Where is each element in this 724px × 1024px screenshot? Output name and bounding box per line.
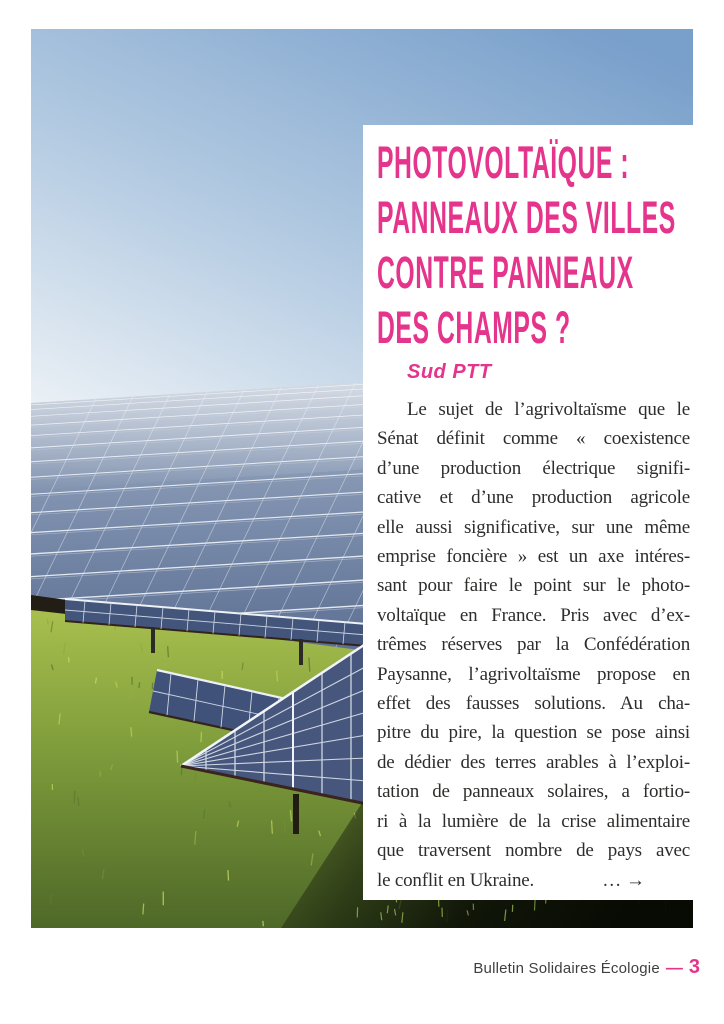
body-line: que traversent nombre de pays avec <box>377 840 690 862</box>
article-title <box>377 135 690 355</box>
body-line: tation de panneaux solaires, a fortio- <box>377 781 690 803</box>
article-byline: Sud PTT <box>407 361 492 383</box>
body-last-line <box>377 866 690 895</box>
body-line: emprise foncière » est un axe intéres- <box>377 546 690 568</box>
body-line: effet des fausses solutions. Au cha- <box>377 693 690 715</box>
body-line: le conflit en Ukraine. <box>377 869 535 891</box>
footer-dash: — <box>665 958 683 977</box>
body-line: cative et d’une production agricole <box>377 487 690 509</box>
article-title-line: CONTRE PANNEAUX <box>377 247 634 298</box>
body-line: sant pour faire le point sur le photo- <box>377 575 690 597</box>
body-line: elle aussi significative, sur une même <box>377 516 690 538</box>
body-line: Paysanne, l’agrivoltaïsme propose en <box>377 663 690 685</box>
article-title-line: DES CHAMPS ? <box>377 302 571 353</box>
article-title-line: PHOTOVOLTAÏQUE : <box>377 137 630 188</box>
page-footer <box>473 956 700 979</box>
body-line: d’une production électrique signifi- <box>377 457 690 479</box>
body-line: de dédier des terres arables à l’exploi- <box>377 751 690 773</box>
body-line: pitre du pire, la question se pose ainsi <box>377 722 690 744</box>
continuation-arrow: … → <box>602 869 645 891</box>
body-line: Le sujet de l’agrivoltaïsme que le <box>407 399 690 420</box>
article-body <box>377 395 690 895</box>
footer-bulletin-name: Bulletin Solidaires Écologie <box>473 960 660 977</box>
body-line: Sénat définit comme « coexistence <box>377 428 690 450</box>
page-number: 3 <box>688 956 700 978</box>
article-title-line: PANNEAUX DES VILLES <box>377 192 676 243</box>
body-line: ri à la lumière de la crise alimentaire <box>377 810 690 832</box>
body-line: trêmes réserves par la Confédération <box>377 634 690 656</box>
body-line: voltaïque en France. Pris avec d’ex- <box>377 604 690 626</box>
article-panel <box>363 125 700 900</box>
